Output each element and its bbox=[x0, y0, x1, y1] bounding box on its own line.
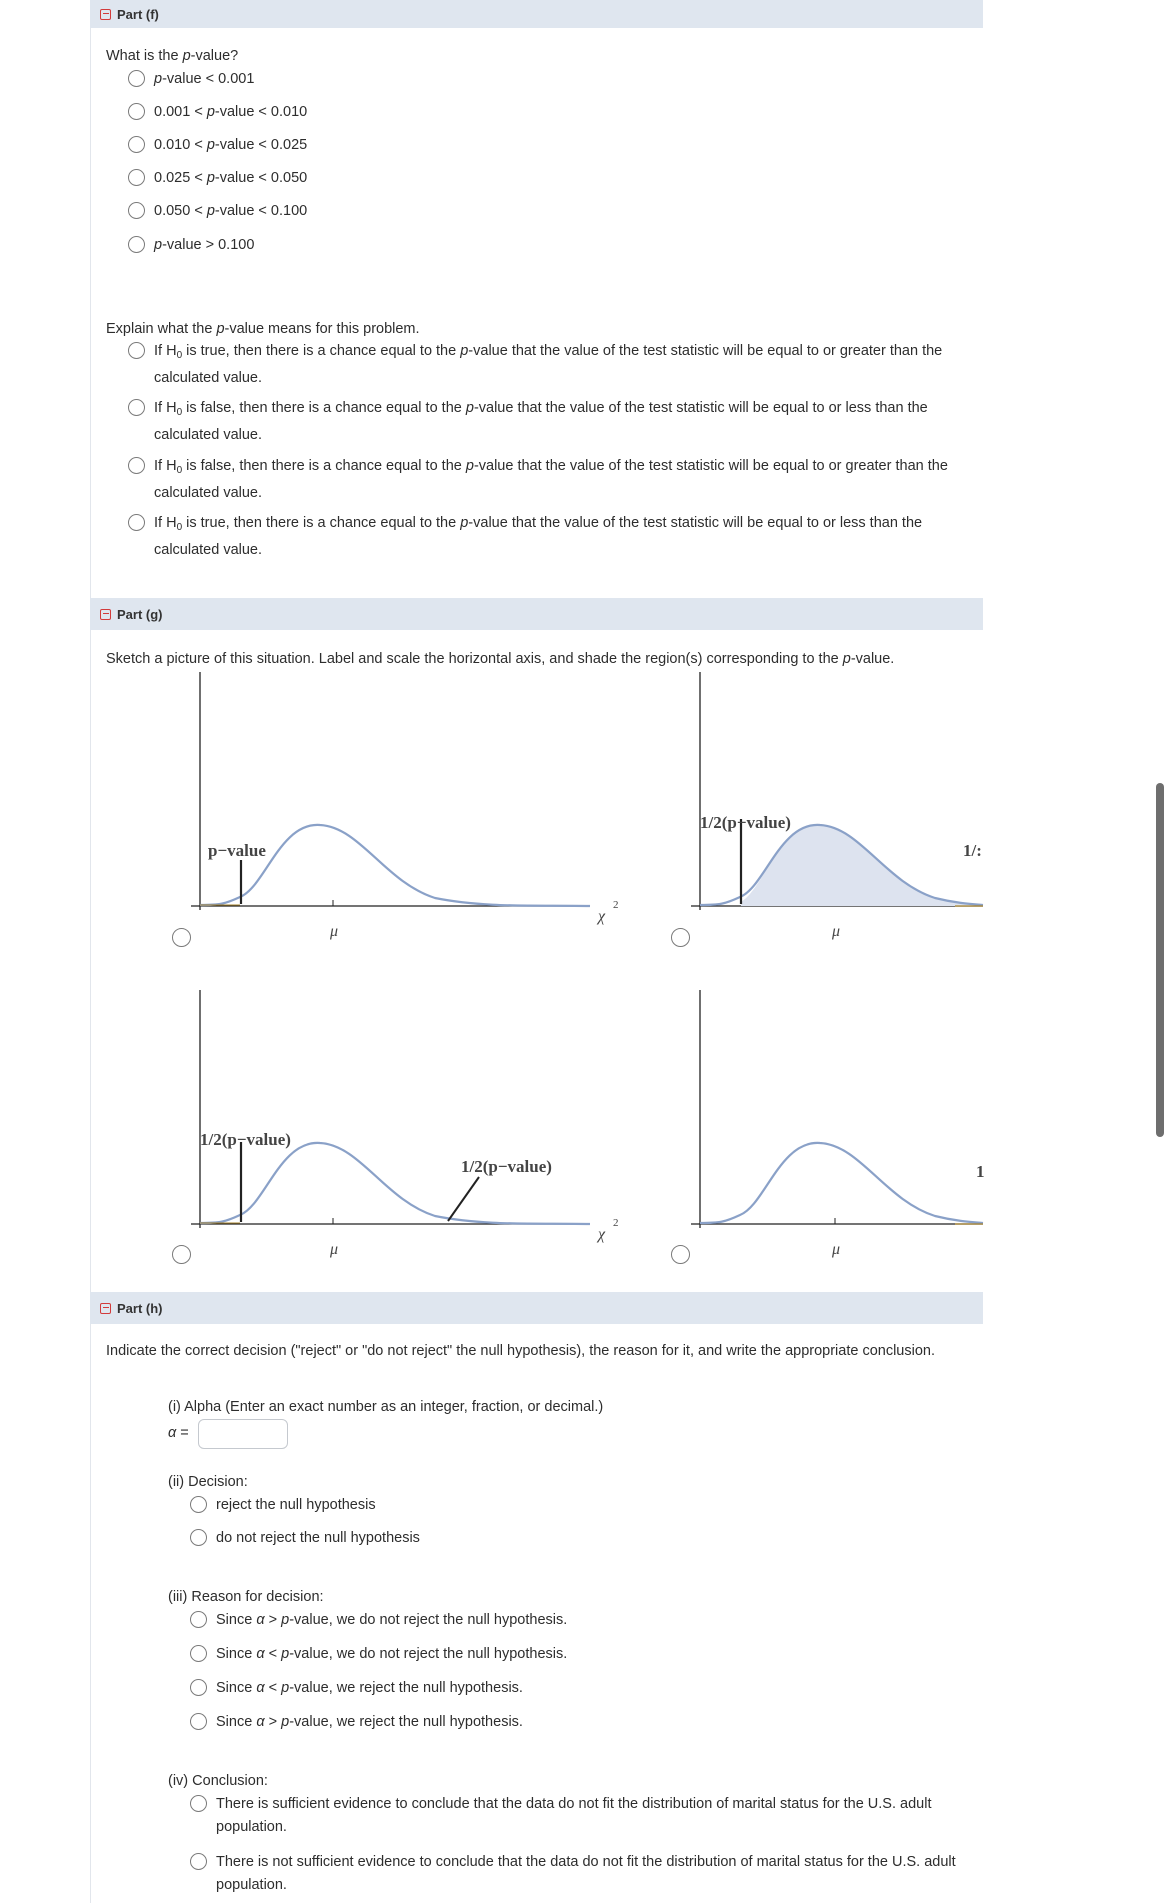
radio-button[interactable] bbox=[128, 169, 145, 186]
scrollbar-thumb[interactable] bbox=[1156, 783, 1164, 1137]
reason-label: (iii) Reason for decision: bbox=[168, 1589, 324, 1605]
distribution-curve bbox=[200, 825, 590, 906]
radio-button[interactable] bbox=[190, 1795, 207, 1812]
mu-label: μ bbox=[832, 1241, 841, 1258]
reason-option-4[interactable]: Since α > p-value, we reject the null hypothesis. bbox=[190, 1711, 523, 1734]
chart-4-radio[interactable] bbox=[671, 1245, 690, 1264]
mu-label: μ bbox=[832, 923, 841, 940]
half-pvalue-label-right: 1/: bbox=[963, 841, 982, 860]
decision-option-do-not-reject[interactable]: do not reject the null hypothesis bbox=[190, 1527, 420, 1550]
collapse-icon[interactable] bbox=[100, 9, 111, 20]
half-pvalue-label-left: 1/2(p−value) bbox=[200, 1130, 291, 1149]
conclusion-option-2[interactable]: There is not sufficient evidence to conclude that the data do not fit the distribution of marital status for the U.S. adult population. bbox=[190, 1851, 970, 1897]
chi-label: χ bbox=[598, 1226, 606, 1243]
radio-button[interactable] bbox=[128, 70, 145, 87]
conclusion-option-1[interactable]: There is sufficient evidence to conclude that the data do not fit the distribution of marital status for the U.S. adult population. bbox=[190, 1793, 970, 1839]
chart-option-3 bbox=[185, 990, 630, 1270]
radio-button[interactable] bbox=[190, 1713, 207, 1730]
pvalue-option-4[interactable]: 0.025 < p-value < 0.050 bbox=[128, 167, 307, 190]
explain-prompt: Explain what the p-value means for this problem. bbox=[106, 321, 420, 337]
pvalue-option-6[interactable]: p-value > 0.100 bbox=[128, 234, 254, 257]
half-pvalue-label-left: 1/2(p−value) bbox=[700, 813, 791, 832]
distribution-curve bbox=[700, 1143, 983, 1223]
radio-button[interactable] bbox=[128, 457, 145, 474]
reason-option-3[interactable]: Since α < p-value, we reject the null hypothesis. bbox=[190, 1677, 523, 1700]
clipped-label: 1 bbox=[976, 1162, 985, 1181]
radio-button[interactable] bbox=[190, 1853, 207, 1870]
alpha-input[interactable] bbox=[198, 1419, 288, 1449]
conclusion-label: (iv) Conclusion: bbox=[168, 1773, 268, 1789]
distribution-curve bbox=[200, 1143, 590, 1224]
pvalue-label: p−value bbox=[208, 841, 266, 860]
chi-label: χ bbox=[598, 908, 606, 925]
chart-option-4 bbox=[685, 990, 983, 1270]
pvalue-option-1[interactable]: p-value < 0.001 bbox=[128, 68, 254, 91]
radio-button[interactable] bbox=[190, 1611, 207, 1628]
sketch-prompt: Sketch a picture of this situation. Label and scale the horizontal axis, and shade the region(s) corresponding to the p-value. bbox=[106, 651, 895, 667]
reason-option-2[interactable]: Since α < p-value, we do not reject the null hypothesis. bbox=[190, 1643, 567, 1666]
radio-button[interactable] bbox=[128, 236, 145, 253]
explain-option-2[interactable]: If $H_0$ is false, then there is a chance equal to the p-value that the value of the test statistic will be equal to or less than the calculated value. bbox=[128, 397, 968, 447]
explain-option-1[interactable]: If $H_0$ is true, then there is a chance equal to the p-value that the value of the test statistic will be equal to or greater than the calculated value. bbox=[128, 340, 968, 390]
radio-button[interactable] bbox=[128, 399, 145, 416]
chart-2-radio[interactable] bbox=[671, 928, 690, 947]
chart-option-1 bbox=[185, 672, 630, 952]
chart-1-radio[interactable] bbox=[172, 928, 191, 947]
part-f-header[interactable]: Part (f) bbox=[90, 0, 983, 28]
chart-3-radio[interactable] bbox=[172, 1245, 191, 1264]
radio-button[interactable] bbox=[190, 1645, 207, 1662]
pvalue-option-2[interactable]: 0.001 < p-value < 0.010 bbox=[128, 101, 307, 124]
shaded-region bbox=[741, 825, 983, 906]
collapse-icon[interactable] bbox=[100, 1303, 111, 1314]
half-pvalue-label-right: 1/2(p−value) bbox=[461, 1157, 552, 1176]
radio-button[interactable] bbox=[128, 342, 145, 359]
decision-option-reject[interactable]: reject the null hypothesis bbox=[190, 1494, 376, 1517]
part-g-header[interactable]: Part (g) bbox=[90, 598, 983, 630]
part-h-header[interactable]: Part (h) bbox=[90, 1292, 983, 1324]
reason-option-1[interactable]: Since α > p-value, we do not reject the null hypothesis. bbox=[190, 1609, 567, 1632]
pvalue-marker-right bbox=[448, 1177, 479, 1221]
collapse-icon[interactable] bbox=[100, 609, 111, 620]
chi-superscript: 2 bbox=[613, 899, 619, 911]
alpha-prompt: (i) Alpha (Enter an exact number as an integer, fraction, or decimal.) bbox=[168, 1399, 604, 1415]
radio-button[interactable] bbox=[128, 202, 145, 219]
explain-option-3[interactable]: If $H_0$ is false, then there is a chance equal to the p-value that the value of the test statistic will be equal to or greater than the calculated value. bbox=[128, 455, 968, 505]
radio-button[interactable] bbox=[128, 103, 145, 120]
explain-option-4[interactable]: If $H_0$ is true, then there is a chance equal to the p-value that the value of the test statistic will be equal to or less than the calculated value. bbox=[128, 512, 968, 562]
radio-button[interactable] bbox=[128, 136, 145, 153]
mu-label: μ bbox=[330, 923, 339, 940]
radio-button[interactable] bbox=[190, 1529, 207, 1546]
radio-button[interactable] bbox=[190, 1679, 207, 1696]
pvalue-option-3[interactable]: 0.010 < p-value < 0.025 bbox=[128, 134, 307, 157]
pvalue-option-5[interactable]: 0.050 < p-value < 0.100 bbox=[128, 200, 307, 223]
chi-superscript: 2 bbox=[613, 1217, 619, 1229]
alpha-label: α = bbox=[168, 1425, 189, 1441]
chart-option-2 bbox=[685, 672, 983, 952]
decision-prompt-text: Indicate the correct decision ("reject" or "do not reject" the null hypothesis), the reason for it, and write the appropriate conclusion. bbox=[106, 1343, 935, 1359]
decision-label: (ii) Decision: bbox=[168, 1474, 248, 1490]
pvalue-question: What is the p-value? bbox=[106, 48, 239, 64]
radio-button[interactable] bbox=[190, 1496, 207, 1513]
radio-button[interactable] bbox=[128, 514, 145, 531]
mu-label: μ bbox=[330, 1241, 339, 1258]
